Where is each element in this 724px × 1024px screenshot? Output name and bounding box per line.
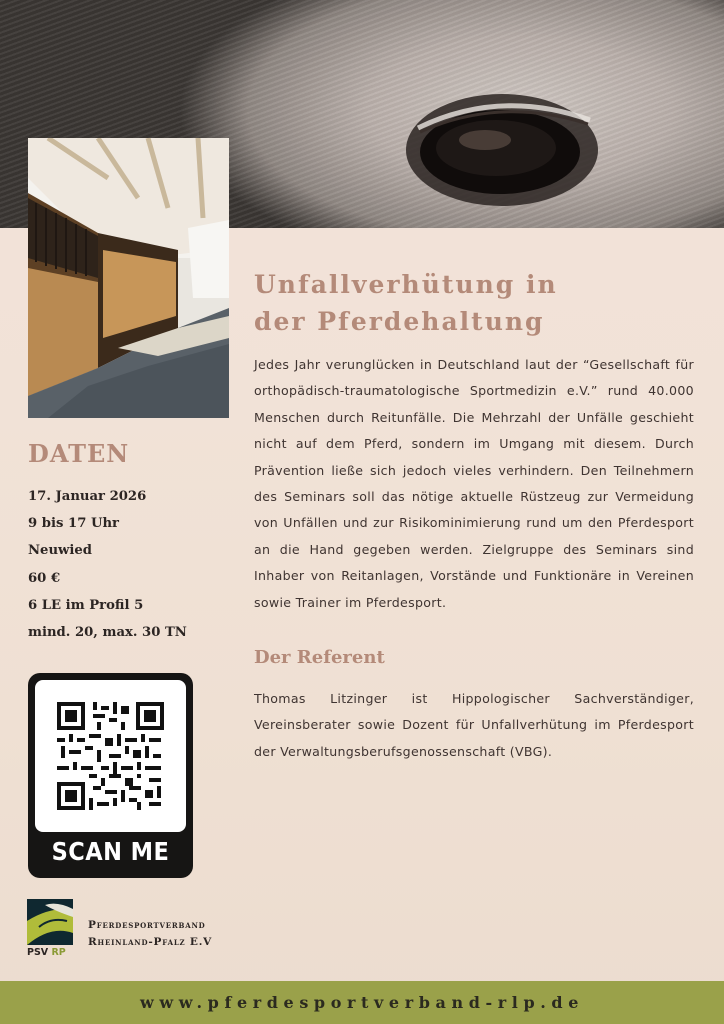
daten-price: 60 € — [28, 570, 61, 586]
daten-list — [28, 483, 187, 646]
article-body: Jedes Jahr verunglücken in Deutschland laut der “Gesellschaft für orthopädisch-traumatologische Sportmedizin e.V.” rund 40.000 Menschen durch Reitunfälle. Die Mehrzahl der Unfälle geschieht nicht auf dem Pferd, sondern im Umgang mit diesem. Durch Prävention ließe sich jedoch vieles verhindern. Den Teilnehmern des Seminars soll das nötige aktuelle Rüstzeug zur Vermeidung von Unfällen und zur Risikominimierung rund um den Pferdesport an die Hand gegeben werden. Zielgruppe des Seminars sind Inhaber von Reitanlagen, Vorstände und Funktionäre in Vereinen sowie Trainer im Pferdesport. — [254, 357, 694, 610]
daten-date: 17. Januar 2026 — [28, 489, 147, 504]
qr-code-card[interactable] — [28, 673, 193, 878]
daten-credits: 6 LE im Profil 5 — [28, 597, 144, 613]
organization-name-line1: Pferdesportverband — [88, 919, 206, 931]
daten-participants: mind. 20, max. 30 TN — [28, 625, 187, 641]
psv-rp-logo — [27, 899, 73, 945]
footer-website-link[interactable]: www.pferdesportverband-rlp.de — [140, 993, 584, 1012]
footer-bar — [0, 981, 724, 1024]
logo-psv-text: PSV — [27, 947, 49, 958]
article-title-line1: Unfallverhütung in — [254, 270, 558, 299]
organization-name — [88, 917, 212, 951]
article-title-line2: der Pferdehaltung — [254, 307, 545, 336]
psv-rp-logo-text — [27, 947, 66, 958]
daten-time: 9 bis 17 Uhr — [28, 516, 119, 532]
daten-heading: DATEN — [28, 439, 130, 468]
qr-code[interactable] — [35, 680, 186, 832]
daten-location: Neuwied — [28, 543, 93, 559]
article-title — [254, 266, 694, 340]
logo-rp-text: RP — [51, 947, 66, 958]
stable-aisle-photo — [28, 138, 229, 418]
qr-scan-label: SCAN ME — [51, 837, 170, 866]
referent-text: Thomas Litzinger ist Hippologischer Sachverständiger, Vereinsberater sowie Dozent für Unfallverhütung im Pferdesport der Verwaltungsberufsgenossenschaft (VBG). — [254, 691, 694, 759]
organization-name-line2: Rheinland-Pfalz E.V — [88, 936, 213, 948]
referent-heading: Der Referent — [254, 647, 385, 668]
